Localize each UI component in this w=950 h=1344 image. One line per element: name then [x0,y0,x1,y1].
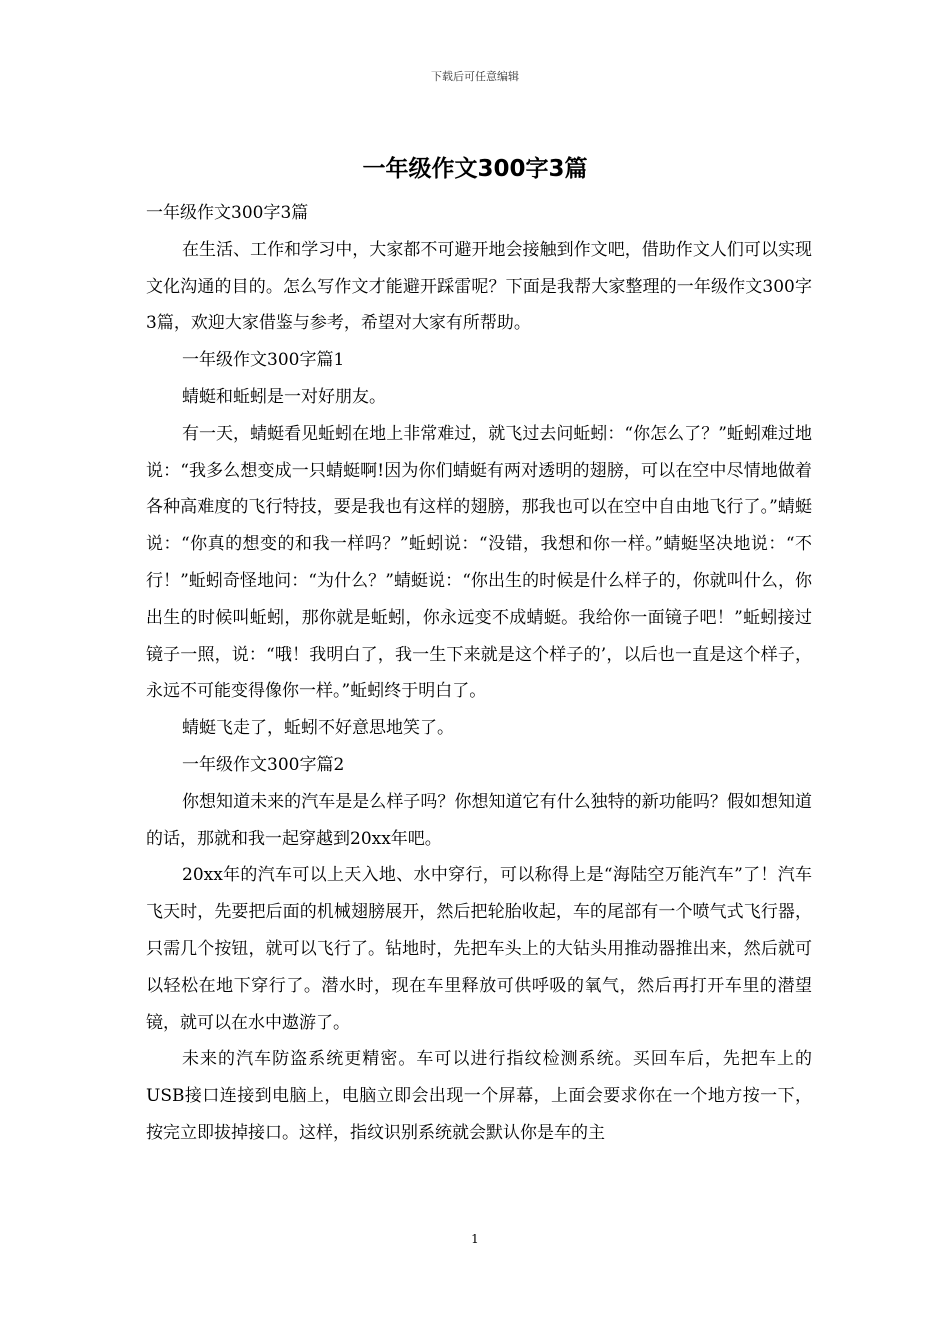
header-note: 下载后可任意编辑 [431,70,519,83]
paragraph: 蜻蜓飞走了，蚯蚓不好意思地笑了。 [182,718,454,739]
paragraph: 有一天，蜻蜓看见蚯蚓在地上非常难过，就飞过去问蚯蚓：“你怎么了？”蚯蚓难过地说：“我多么想变成一只蜻蜓啊!因为你们蜻蜓有两对透明的翅膀，可以在空中尽情地做着各种高难度的飞行特技，要是我也有这样的翅膀，那我也可以在空中自由地飞行了。”蜻蜓说：“你真的想变的和我一样吗？”蚯蚓说：“没错，我想和你一样。”蜻蜓坚决地说：“不行！”蚯蚓奇怪地问：“为什么？”蜻蜓说：“你出生的时候是什么样子的，你就叫什么，你出生的时候叫蚯蚓，那你就是蚯蚓，你永远变不成蜻蜓。我给你一面镜子吧！”蚯蚓接过镜子一照，说：“哦！我明白了，我一生下来就是这个样子的’，以后也一直是这个样子，永远不可能变得像你一样。”蚯蚓终于明白了。 [146,423,812,702]
paragraph: 一年级作文300字3篇 [146,203,309,223]
paragraph: 蜻蜓和蚯蚓是一对好朋友。 [182,386,386,407]
document-title: 一年级作文300字3篇 [362,156,588,182]
page-number: 1 [471,1232,479,1246]
paragraph: 未来的汽车防盗系统更精密。车可以进行指纹检测系统。买回车后，先把车上的USB接口连接到电脑上，电脑立即会出现一个屏幕，上面会要求你在一个地方按一下，按完立即拔掉接口。这样，指纹识别系统就会默认你是车的主 [146,1049,812,1143]
paragraph: 一年级作文300字篇1 [182,350,345,371]
paragraph: 20xx年的汽车可以上天入地、水中穿行，可以称得上是“海陆空万能汽车”了！汽车飞天时，先要把后面的机械翅膀展开，然后把轮胎收起，车的尾部有一个喷气式飞行器，只需几个按钮，就可以飞行了。钻地时，先把车头上的大钻头用推动器推出来，然后就可以轻松在地下穿行了。潜水时，现在车里释放可供呼吸的氧气，然后再打开车里的潜望镜，就可以在水中遨游了。 [146,865,812,1033]
paragraph: 一年级作文300字篇2 [182,754,345,775]
paragraph: 你想知道未来的汽车是是么样子吗？你想知道它有什么独特的新功能吗？假如想知道的话，那就和我一起穿越到20xx年吧。 [146,791,812,849]
document-body [146,195,812,1152]
paragraph: 在生活、工作和学习中，大家都不可避开地会接触到作文吧，借助作文人们可以实现文化沟通的目的。怎么写作文才能避开踩雷呢？下面是我帮大家整理的一年级作文300字3篇，欢迎大家借鉴与参考，希望对大家有所帮助。 [146,239,812,334]
